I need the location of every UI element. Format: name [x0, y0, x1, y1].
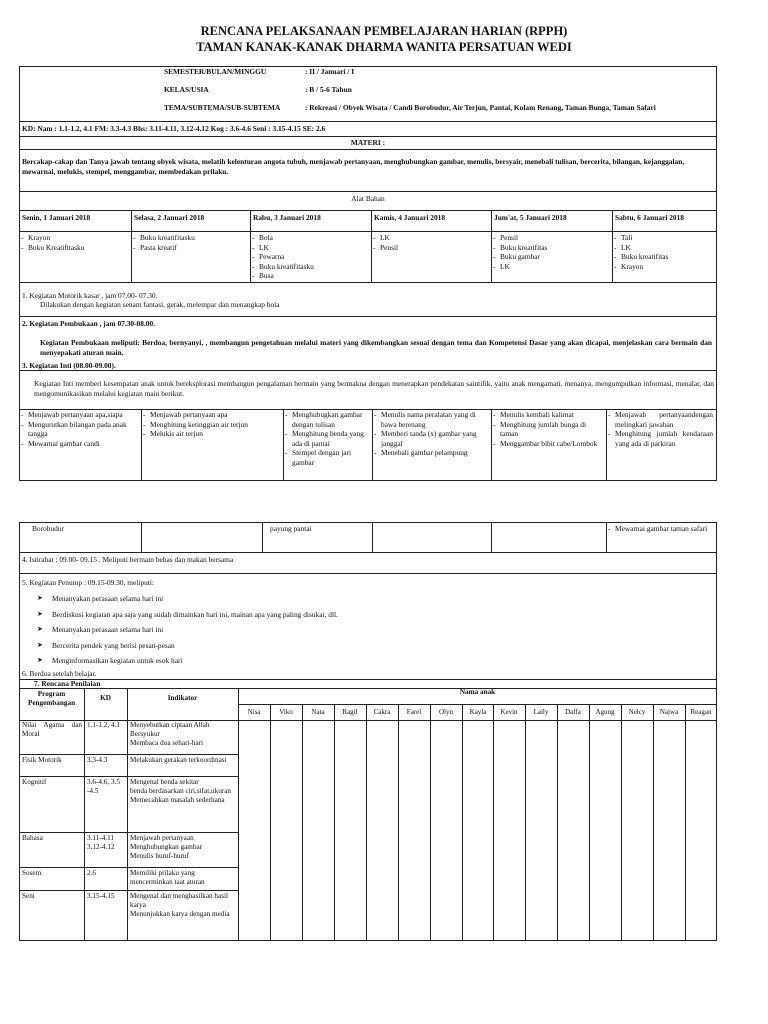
indikator-line: Menjawab pertanyaan [130, 834, 194, 842]
list-item: - Menulis nama peralatan yang di bawa berenang [373, 410, 485, 429]
list-item: - Menghubugkan gambar dengan tulisan [284, 410, 371, 429]
list-item: - Melukis air terjun [142, 429, 262, 439]
student-name: Najwa [659, 708, 679, 716]
materials-friday [492, 233, 610, 271]
name-column-divider [462, 704, 463, 941]
name-column-divider [398, 704, 399, 941]
name-column-divider [270, 704, 271, 941]
day-header-wednesday: Rabu, 3 Januari 2018 [253, 213, 321, 222]
row-kd: 3.3-4.3 [87, 756, 108, 764]
row-indikator [130, 834, 236, 862]
kelas-label: KELAS/USIA [164, 85, 209, 94]
materials-thursday [372, 233, 490, 252]
name-column-divider [493, 704, 494, 941]
list-item: ➤ Berdiskusi kegiatan apa saja yang sudah dimainkan hari ini, mainan apa yang paling disukai, dll. [36, 610, 706, 620]
kegiatan-inti-title: 3. Kegiatan Inti (08.00-09.00). [22, 361, 116, 370]
indikator-line: Melakukan gerakan terkoordinasi [130, 756, 227, 764]
list-item: ➤ Menanyakan perasaan selama hari ini [36, 625, 706, 635]
list-item: - Busa [251, 271, 369, 281]
col-nama-anak: Nama anak [459, 688, 496, 696]
day-header-monday: Senin, 1 Januari 2018 [22, 213, 91, 222]
indikator-line: Menghubungkan gambar [130, 843, 203, 852]
row-program: Kognitif [22, 778, 47, 786]
row-program: Nilai Agama dan Moral [22, 721, 82, 739]
row-kd: 2.6 [87, 869, 96, 877]
list-item: - LK [251, 243, 369, 253]
list-item: - Menjawab pertanyaandengan melingkari jawaban [607, 410, 713, 429]
name-column-divider [653, 704, 654, 941]
row-program: Seni [22, 892, 35, 900]
tema-value: : Rekreasi / Obyek Wisata / Candi Borobudur, Air Terjun, Pantai, Kolam Renang, Taman Bunga, Taman Safari [305, 103, 656, 112]
day-header-tuesday: Selasa, 2 Januari 2018 [134, 213, 205, 222]
semester-value: : II / Januari / I [305, 67, 355, 76]
row-program: Fisik Motorik [22, 756, 62, 764]
indikator-line: Mengenal dan menghasilkan hasil karya [130, 892, 229, 910]
indikator-line: Memecahkan masalah sederhana [130, 796, 225, 805]
kegiatan-inti-text: Kegiatan Inti memberi kesempatan anak untuk bereksplorasi membangun pengalaman bermain yang bermakna dengan menerapkan pendekatan saintifik, yaitu anak mengamati, menanya, mengumpulkan informasi, menalar, dan mengomunikasikan melalui kegiatan main berikut. [34, 379, 714, 398]
list-item: - Pewarna [251, 252, 369, 262]
student-name: Viko [279, 708, 293, 716]
indikator-line: Memiliki prilaku yang mencerminkan taat aturan [130, 869, 205, 887]
list-item: - LK [372, 233, 490, 243]
indikator-line: benda berdasarkan ciri,sifat,ukuran [130, 787, 231, 796]
kelas-value: : B / 5-6 Tahun [305, 85, 352, 94]
inti-tuesday [142, 410, 262, 439]
row-kd: 3.6-4.6, 3.5 -4.5 [87, 778, 120, 796]
inti-monday [20, 410, 132, 448]
materials-monday [20, 233, 130, 252]
list-item: - Stempel dengan jari gambar [284, 448, 371, 467]
kegiatan-pembukaan-text: Kegiatan Pembukaan meliputi: Berdoa, bernyanyi, , membangun pengetahuan melalui materi yang dikembangkan sesuai dengan tema dan Kompetensi Dasar yang akan dicapai, menjelaskan cara bermain dan menyepakati aturan main. [40, 338, 712, 357]
row-program: Sosem [22, 869, 42, 877]
list-item: - Krayon [613, 262, 715, 272]
row-program: Bahasa [22, 834, 43, 842]
col-indikator: Indikator [167, 694, 198, 702]
document-title: RENCANA PELAKSANAAN PEMBELAJARAN HARIAN (RPPH) [200, 24, 568, 38]
day-header-friday: Jum'at, 5 Januari 2018 [494, 213, 567, 222]
istirahat-text: 4. Istirahat : 09.00- 09.15 . Meliputi bermain bebas dan makan bersama [22, 555, 234, 564]
student-name: Cakra [373, 708, 391, 716]
name-column-divider [302, 704, 303, 941]
name-column-divider [334, 704, 335, 941]
row-indikator [130, 721, 236, 749]
materi-text: Bercakap-cakap dan Tanya jawab tentang obyek wisata, melatih kelenturan angota tubuh, menjawab pertanyaan, menghubungkan gambar, menulis, bersyair, menebali tulisan, bercerita, bilangan, kejanggalan, mewarnai, melukis, stempel, menggambar, membedakan prilaku. [22, 157, 685, 176]
list-item: - Tali [613, 233, 715, 243]
kegiatan-pembukaan-title: 2. Kegiatan Pembukaan , jam 07.30-08.00. [22, 319, 156, 328]
list-item: - Buku gambar [492, 252, 610, 262]
name-column-divider [525, 704, 526, 941]
name-column-divider [589, 704, 590, 941]
student-name: Laily [533, 708, 549, 716]
list-item: - Menghitung benda yang ada di pantai [284, 429, 371, 448]
list-item: - Buku kreatifitasku [132, 233, 248, 243]
list-item: - Pasta kreatif [132, 243, 248, 253]
alat-bahan-heading: Alat Bahan [351, 194, 385, 203]
berdoa-text: 6. Berdoa setelah belajar. [22, 669, 97, 678]
row-kd: 3.15-4.15 [87, 892, 115, 900]
list-item: - Buku kreatifitas [613, 252, 715, 262]
name-column-divider [430, 704, 431, 941]
day-header-saturday: Sabtu, 6 Januari 2018 [615, 213, 684, 222]
inti-thursday [373, 410, 485, 458]
penutup-list [36, 594, 706, 672]
list-item: - Buku kreatifitas [492, 243, 610, 253]
list-item: ➤ Menanyakan perasaan selama hari ini [36, 594, 706, 604]
list-item: - Pensil [372, 243, 490, 253]
materials-wednesday [251, 233, 369, 281]
list-item: - Menjawab pertanyaan apa [142, 410, 262, 420]
list-item: - Menulis kembali kalimat [492, 410, 605, 420]
student-name: Farel [406, 708, 422, 716]
list-item: - Menebali gambar pelampung [373, 448, 485, 458]
row-indikator [130, 892, 236, 920]
inti-saturday [607, 410, 713, 448]
student-name: Kevin [500, 708, 518, 716]
list-item: - Krayon [20, 233, 130, 243]
list-item: - Menghitung jumlah kendaraan yang ada di parkiran [607, 429, 713, 448]
kegiatan-motorik-text: Dilakukan dengan kegiatan senam fantasi, gerak, melempar dan menangkap bola [40, 300, 280, 309]
col-program: Program Pengembangan [27, 690, 76, 708]
list-item: - Menghitung jumlah bunga di taman [492, 420, 605, 439]
student-name: Reagan [690, 708, 712, 716]
penilaian-table [19, 679, 717, 941]
inti-saturday-cont [607, 524, 713, 534]
indikator-line: Mengenal benda sekitar [130, 778, 199, 786]
name-column-divider [621, 704, 622, 941]
row-indikator [130, 756, 236, 765]
list-item: - Mewarnai gambar candi [20, 439, 132, 449]
row-indikator [130, 869, 236, 887]
list-item: - LK [613, 243, 715, 253]
materi-heading: MATERI : [350, 138, 386, 147]
list-item: - Menggambar bibit cabe/Lombok [492, 439, 605, 449]
student-name: Nelcy [628, 708, 646, 716]
penutup-title: 5. Kegiatan Penutup : 09.15-09.30, meliputi: [22, 578, 154, 587]
list-item: - Mewarnai gambar taman safari [607, 524, 713, 534]
student-name: Kayla [469, 708, 487, 716]
indikator-line: Menyebutkan ciptaan Allah [130, 721, 210, 729]
student-name: Daffa [565, 708, 581, 716]
row-kd: 3.11-4.11 3.12-4.12 [87, 834, 115, 852]
list-item: - Menghitung ketinggian air terjun [142, 420, 262, 430]
student-name: Nisa [247, 708, 261, 716]
list-item: - Menjawab pertanyaan apa,siapa [20, 410, 132, 420]
list-item: - Buku kreatifitasku [251, 262, 369, 272]
materials-saturday [613, 233, 715, 271]
row-kd: 1.1-1.2, 4.1 [87, 721, 120, 729]
list-item: - Mengurutkan bilangan pada anak tangga [20, 420, 132, 439]
student-name: Nata [311, 708, 325, 716]
student-name: Olyn [439, 708, 453, 716]
inti-wednesday-cont: payung pantai [270, 524, 312, 533]
inti-monday-cont: Borobudur [32, 524, 65, 533]
indikator-line: Membaca doa sehari-hari [130, 739, 204, 748]
materials-tuesday [132, 233, 248, 252]
student-name: Agung [595, 708, 615, 716]
inti-wednesday [284, 410, 371, 468]
list-item: - Bola [251, 233, 369, 243]
list-item: - Buku Kreatifitasku [20, 243, 130, 253]
indikator-line: Menulis huruf-huruf [130, 852, 189, 861]
tema-label: TEMA/SUBTEMA/SUB-SUBTEMA [164, 103, 281, 112]
list-item: - Pensil [492, 233, 610, 243]
student-name: Ragil [342, 708, 358, 716]
inti-friday [492, 410, 605, 448]
indikator-line: Bersyukur [130, 730, 160, 739]
penilaian-title: 7. Rencana Penilaian [34, 679, 101, 688]
list-item: - Memberi tanda (x) gambar yang janggal [373, 429, 485, 448]
day-header-thursday: Kamis, 4 Januari 2018 [374, 213, 446, 222]
col-kd: KD [100, 694, 111, 702]
school-name: TAMAN KANAK-KANAK DHARMA WANITA PERSATUAN WEDI [196, 40, 572, 54]
kegiatan-motorik-title: 1. Kegiatan Motorik kasar , jam 07.00- 07.30. [22, 291, 158, 300]
name-column-divider [366, 704, 367, 941]
row-indikator [130, 778, 236, 806]
list-item: ➤ Bercerita pendek yang berisi pesan-pesan [36, 641, 706, 651]
name-column-divider [557, 704, 558, 941]
indikator-line: Menunjukkan karya dengan media [130, 910, 230, 919]
semester-label: SEMESTER/BULAN/MINGGU [164, 67, 267, 76]
list-item: - LK [492, 262, 610, 272]
kd-line: KD: Nam : 1.1-1.2, 4.1 FM: 3.3-4.3 Bhs: 3.11-4.11, 3.12-4.12 Kog : 3.6-4.6 Seni : 3.15-4.15 SE: 2.6 [22, 124, 326, 133]
list-item: ➤ Menginformasikan kegiatan untuk esok hari [36, 656, 706, 666]
name-column-divider [685, 704, 686, 941]
